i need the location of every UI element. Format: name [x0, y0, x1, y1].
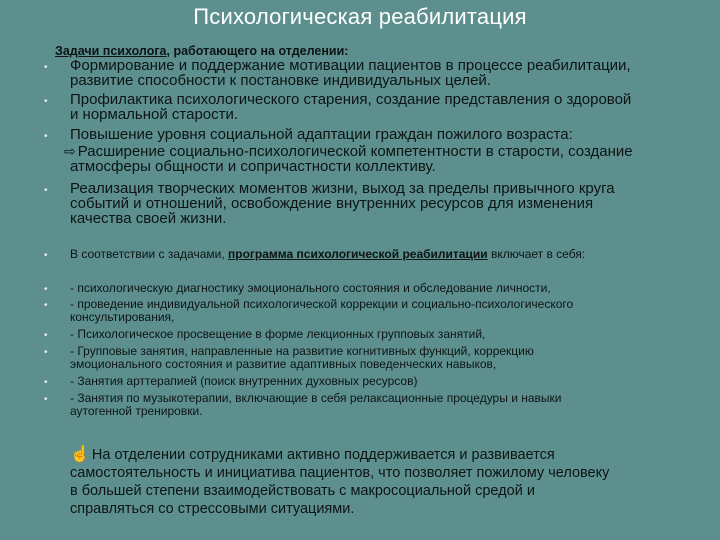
program-line: аутогенной тренировки.	[70, 404, 203, 418]
program-line: - Групповые занятия, направленные на развитие когнитивных функций, коррекцию	[70, 344, 534, 358]
page-title: Психологическая реабилитация	[193, 4, 527, 29]
bullet: •	[44, 96, 48, 107]
task-line: развитие способности к постановке индивидуальных целей.	[70, 72, 491, 89]
task-subitem	[64, 144, 694, 174]
program-item	[44, 281, 700, 295]
program-line: консультирования,	[70, 310, 175, 324]
task-item	[44, 126, 700, 143]
conclusion-line	[70, 446, 670, 464]
program-line: - проведение индивидуальной психологической коррекции и социально-психологического	[70, 297, 574, 311]
program-line: эмоционального состояния и развитие адаптивных поведенческих навыков,	[70, 357, 497, 371]
tasks-heading-underlined: Задачи психолога	[55, 44, 167, 58]
task-item	[44, 57, 700, 89]
bullet: •	[44, 300, 48, 311]
bullet: •	[44, 394, 48, 405]
task-line: Профилактика психологического старения, создание представления о здоровой	[70, 91, 632, 108]
task-line-text: Расширение социально-психологической компетентности в старости, создание	[77, 143, 633, 160]
bullet: •	[44, 62, 48, 73]
program-line: - Занятия арттерапией (поиск внутренних духовных ресурсов)	[70, 374, 418, 388]
conclusion-line: самостоятельность и инициатива пациентов, что позволяет пожилому человеку	[70, 465, 610, 481]
pointing-hand-icon: ☝	[70, 446, 90, 463]
task-line: Повышение уровня социальной адаптации граждан пожилого возраста:	[70, 126, 573, 143]
task-line: качества своей жизни.	[70, 210, 227, 227]
conclusion-text: На отделении сотрудниками активно поддерживается и развивается	[91, 447, 555, 463]
bullet: •	[44, 250, 48, 261]
program-intro-before: В соответствии с задачами,	[70, 247, 229, 261]
arrow-right-icon: ⇨	[64, 143, 76, 159]
program-item	[44, 374, 700, 388]
bullet: •	[44, 377, 48, 388]
conclusion	[70, 446, 670, 518]
bullet: •	[44, 330, 48, 341]
conclusion-line: справляться со стрессовыми ситуациями.	[70, 501, 355, 517]
program-intro-after: включает в себя:	[487, 247, 586, 261]
bullet: •	[44, 131, 48, 142]
tasks-heading	[55, 44, 348, 58]
program-intro-emph: программа психологической реабилитации	[228, 247, 488, 261]
task-item	[44, 180, 700, 227]
tasks-heading-rest: , работающего на отделении:	[166, 44, 349, 58]
program-line: - Занятия по музыкотерапии, включающие в себя релаксационные процедуры и навыки	[70, 391, 562, 405]
program-item	[44, 297, 700, 324]
task-line	[64, 144, 694, 159]
bullet: •	[44, 185, 48, 196]
program-line: - Психологическое просвещение в форме лекционных групповых занятий,	[70, 327, 486, 341]
program-intro	[44, 247, 700, 261]
task-line: атмосферы общности и сопричастности коллективу.	[70, 158, 436, 175]
program-item	[44, 391, 700, 418]
task-item	[44, 91, 700, 123]
task-line: Формирование и поддержание мотивации пациентов в процессе реабилитации,	[70, 57, 631, 74]
program-item	[44, 344, 700, 371]
program-line: - психологическую диагностику эмоционального состояния и обследование личности,	[70, 281, 551, 295]
program-item	[44, 327, 700, 341]
task-line: событий и отношений, освобождение внутренних ресурсов для изменения	[70, 195, 594, 212]
conclusion-line: в большей степени взаимодействовать с макросоциальной средой и	[70, 483, 535, 499]
bullet: •	[44, 347, 48, 358]
bullet: •	[44, 284, 48, 295]
task-line: Реализация творческих моментов жизни, выход за пределы привычного круга	[70, 180, 615, 197]
task-line: и нормальной старости.	[70, 106, 239, 123]
